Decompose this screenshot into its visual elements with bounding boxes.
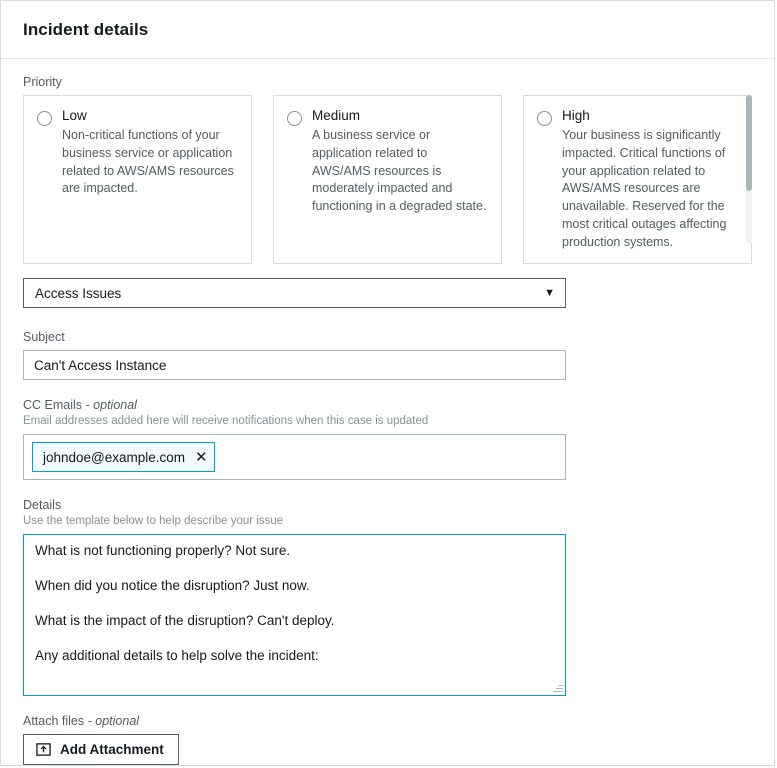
cc-email-token-text: johndoe@example.com bbox=[43, 449, 186, 465]
page-title: Incident details bbox=[23, 19, 149, 39]
chevron-down-icon: ▼ bbox=[544, 287, 555, 300]
radio-icon[interactable] bbox=[537, 111, 552, 126]
radio-icon[interactable] bbox=[37, 111, 52, 126]
details-line: What is not functioning properly? Not sure. bbox=[35, 543, 291, 559]
details-hint: Use the template below to help describe your issue bbox=[23, 515, 284, 528]
cc-emails-input[interactable] bbox=[23, 434, 566, 480]
category-select-value: Access Issues bbox=[35, 285, 122, 301]
priority-option-description: Non-critical functions of your business service or application related to AWS/AMS resources are impacted. bbox=[62, 128, 234, 196]
attach-files-optional: - optional bbox=[87, 714, 140, 729]
upload-icon bbox=[36, 742, 51, 757]
priority-label: Priority bbox=[23, 75, 62, 89]
details-line: When did you notice the disruption? Just now. bbox=[35, 578, 310, 594]
radio-icon[interactable] bbox=[287, 111, 302, 126]
cc-emails-optional: - optional bbox=[85, 398, 137, 413]
priority-option-title: High bbox=[562, 108, 590, 123]
cc-email-token[interactable] bbox=[32, 442, 215, 472]
details-line: What is the impact of the disruption? Can't deploy. bbox=[35, 613, 335, 628]
attach-files-label-text: Attach files bbox=[23, 714, 85, 729]
resize-handle[interactable] bbox=[553, 683, 563, 693]
priority-option-title: Low bbox=[62, 108, 87, 123]
details-line: Any additional details to help solve the incident: bbox=[35, 647, 319, 663]
priority-option-description: Your business is significantly impacted. Critical functions of your application related to AWS/AMS resources are unavailable. Reserved for the most critical outages affecting production systems. bbox=[562, 128, 727, 249]
subject-input[interactable] bbox=[23, 350, 566, 380]
priority-option-description: A business service or application related to AWS/AMS resources is moderately impacted and functioning in a degraded state. bbox=[312, 128, 487, 213]
subject-input-value: Can't Access Instance bbox=[34, 357, 167, 373]
details-textarea[interactable] bbox=[23, 534, 566, 696]
details-section bbox=[23, 498, 752, 696]
priority-scrollbar[interactable] bbox=[746, 95, 752, 243]
add-attachment-button[interactable] bbox=[23, 734, 179, 765]
category-select[interactable] bbox=[23, 278, 566, 308]
add-attachment-label: Add Attachment bbox=[60, 742, 164, 758]
subject-label: Subject bbox=[23, 330, 65, 345]
close-icon[interactable]: ✕ bbox=[195, 448, 208, 466]
panel-body bbox=[1, 59, 774, 765]
details-label: Details bbox=[23, 498, 62, 513]
cc-emails-label-text: CC Emails bbox=[23, 398, 83, 413]
priority-option-high[interactable] bbox=[523, 95, 752, 264]
cc-emails-hint: Email addresses added here will receive notifications when this case is updated bbox=[23, 415, 429, 428]
attach-files-section bbox=[23, 714, 752, 765]
scrollbar-thumb[interactable] bbox=[746, 95, 752, 191]
cc-emails-section bbox=[23, 398, 752, 480]
priority-option-low[interactable] bbox=[23, 95, 252, 264]
panel-header bbox=[1, 1, 774, 59]
priority-option-medium[interactable] bbox=[273, 95, 502, 264]
attach-files-label bbox=[23, 714, 752, 728]
priority-option-title: Medium bbox=[312, 108, 361, 123]
cc-emails-label bbox=[23, 398, 752, 412]
subject-section bbox=[23, 330, 752, 380]
priority-options bbox=[23, 95, 752, 264]
